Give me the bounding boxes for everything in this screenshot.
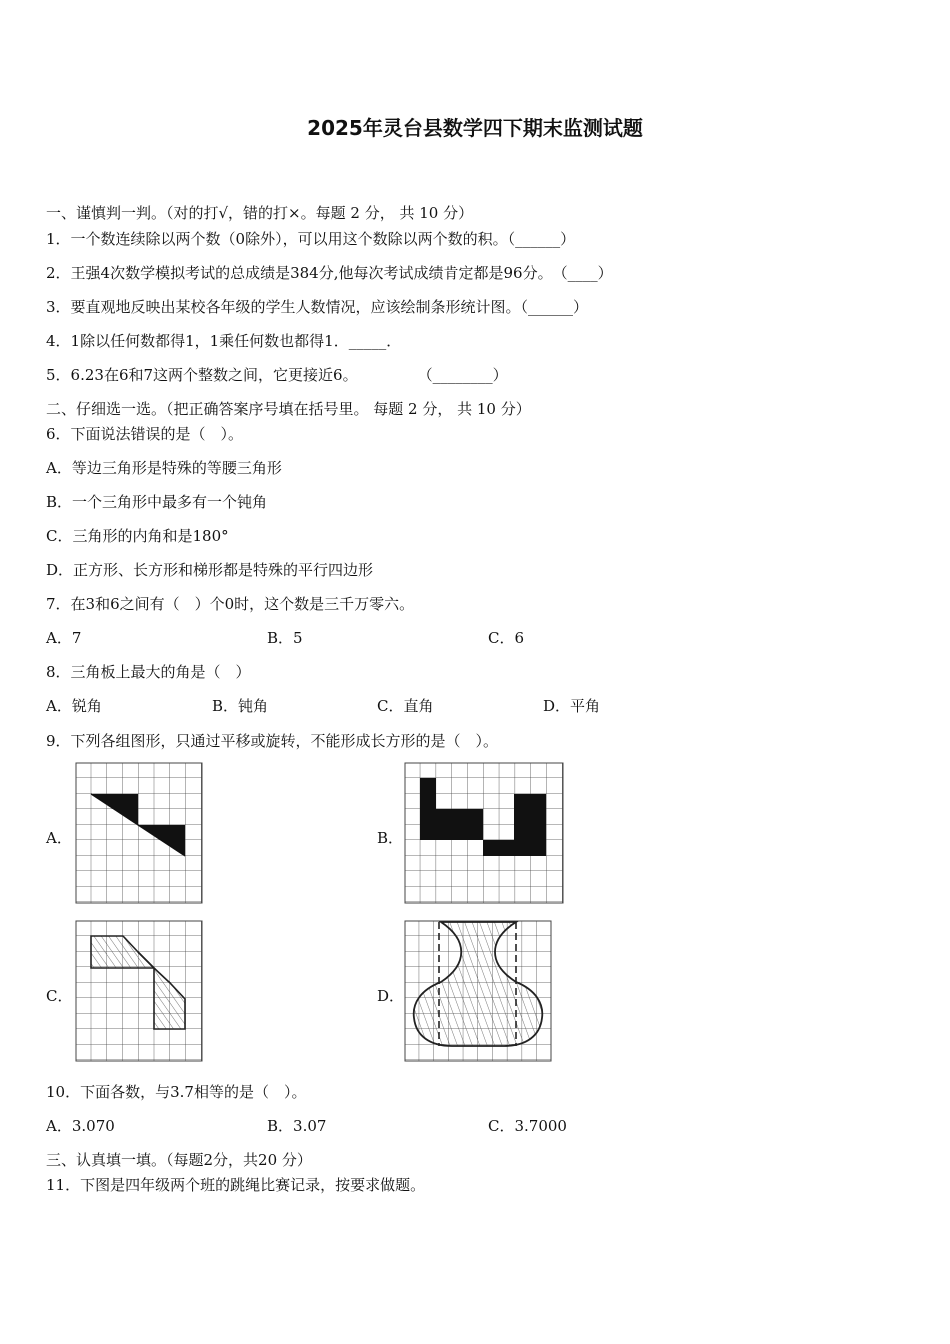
question-8-option-b: B．钝角 — [212, 697, 269, 715]
question-8: 8．三角板上最大的角是（ ） — [46, 663, 251, 681]
question-4: 4．1除以任何数都得1，1乘任何数也都得1．_____． — [46, 332, 402, 350]
question-7-option-b: B．5 — [267, 629, 303, 647]
question-7-option-c: C．6 — [488, 629, 525, 647]
question-10: 10．下面各数，与3.7相等的是（ ）。 — [46, 1083, 307, 1101]
figure-d-grid — [404, 920, 552, 1062]
question-8-option-a: A．锐角 — [46, 697, 102, 715]
question-9-label-d: D． — [377, 987, 405, 1005]
question-10-option-a: A．3.070 — [46, 1117, 115, 1135]
question-7: 7．在3和6之间有（ ）个0时，这个数是三千万零六。 — [46, 595, 415, 613]
question-7-option-a: A．7 — [46, 629, 82, 647]
question-8-option-d: D．平角 — [543, 697, 601, 715]
question-10-option-c: C．3.7000 — [488, 1117, 567, 1135]
question-2: 2．王强4次数学模拟考试的总成绩是384分,他每次考试成绩肯定都是96分。 （____） — [46, 264, 613, 282]
question-9: 9．下列各组图形，只通过平移或旋转，不能形成长方形的是（ ）。 — [46, 732, 499, 750]
question-5: 5．6.23在6和7这两个整数之间，它更接近6。 （________） — [46, 366, 508, 384]
question-6-option-a: A．等边三角形是特殊的等腰三角形 — [46, 459, 282, 477]
page-title: 2025年灵台县数学四下期末监测试题 — [307, 116, 643, 140]
figure-c-grid — [75, 920, 203, 1062]
figure-b-grid — [404, 762, 564, 904]
question-6-option-b: B．一个三角形中最多有一个钝角 — [46, 493, 268, 511]
question-6-option-c: C．三角形的内角和是180° — [46, 527, 229, 545]
question-1: 1．一个数连续除以两个数（0除外），可以用这个数除以两个数的积。（______） — [46, 230, 576, 248]
question-9-label-a: A． — [46, 829, 72, 847]
question-3: 3．要直观地反映出某校各年级的学生人数情况，应该绘制条形统计图。（______） — [46, 298, 589, 316]
question-6: 6．下面说法错误的是（ ）。 — [46, 425, 244, 443]
question-9-label-c: C． — [46, 987, 73, 1005]
figure-a-grid — [75, 762, 203, 904]
section3-heading: 三、认真填一填。（每题2分，共20 分） — [46, 1151, 312, 1169]
question-6-option-d: D．正方形、长方形和梯形都是特殊的平行四边形 — [46, 561, 374, 579]
question-11: 11．下图是四年级两个班的跳绳比赛记录，按要求做题。 — [46, 1176, 426, 1194]
question-10-option-b: B．3.07 — [267, 1117, 327, 1135]
section2-heading: 二、仔细选一选。（把正确答案序号填在括号里。 每题 2 分， 共 10 分） — [46, 400, 531, 418]
question-9-label-b: B． — [377, 829, 404, 847]
question-8-option-c: C．直角 — [377, 697, 434, 715]
section1-heading: 一、谨慎判一判。（对的打√，错的打×。每题 2 分， 共 10 分） — [46, 204, 474, 222]
